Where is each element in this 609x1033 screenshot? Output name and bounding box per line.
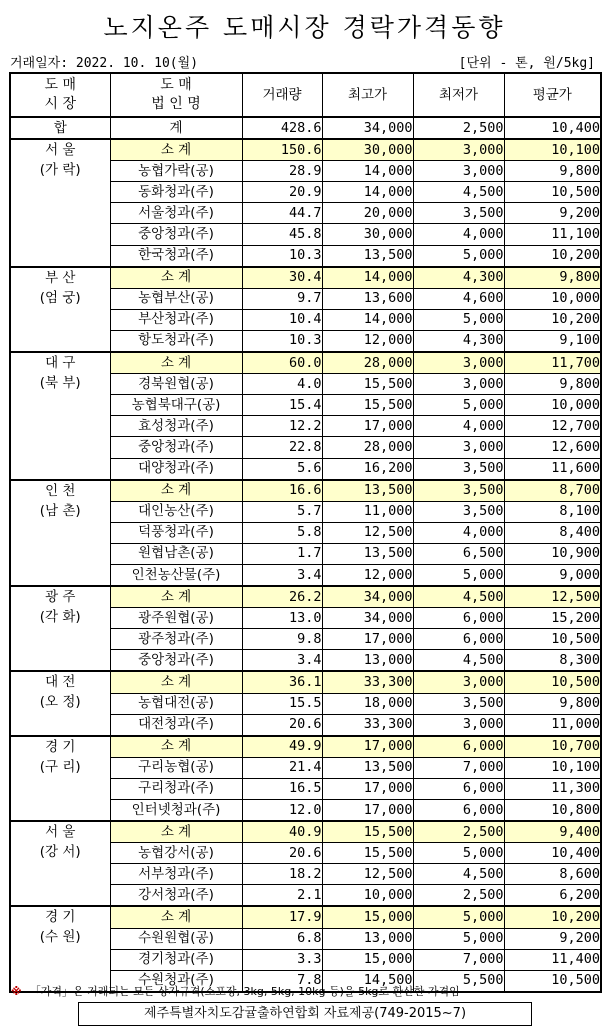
avg-price-cell: 9,100	[504, 330, 601, 352]
market-city: 대 구	[45, 355, 76, 372]
avg-price-cell: 9,200	[504, 203, 601, 224]
corp-name: 대전청과(주)	[110, 714, 242, 736]
market-city: 대 전	[45, 674, 76, 691]
min-price-cell: 2,500	[413, 885, 504, 907]
min-price-cell: 5,000	[413, 906, 504, 928]
market-district: (구 리)	[39, 758, 81, 775]
market-district: (각 화)	[39, 609, 81, 626]
avg-price-cell: 8,300	[504, 650, 601, 672]
max-price-cell: 12,500	[322, 864, 413, 885]
max-price-cell: 12,000	[322, 330, 413, 352]
volume-cell: 20.6	[242, 714, 322, 736]
max-price-cell: 16,200	[322, 458, 413, 480]
header-volume: 거래량	[242, 73, 322, 117]
min-price-cell: 3,500	[413, 480, 504, 502]
max-price-cell: 33,300	[322, 671, 413, 693]
avg-price-cell: 10,000	[504, 288, 601, 309]
avg-price-cell: 9,200	[504, 928, 601, 949]
volume-cell: 3.3	[242, 949, 322, 970]
corp-name: 소 계	[110, 267, 242, 289]
min-price-cell: 7,000	[413, 949, 504, 970]
total-min: 2,500	[413, 117, 504, 139]
avg-price-cell: 10,500	[504, 182, 601, 203]
volume-cell: 6.8	[242, 928, 322, 949]
subtotal-row	[10, 586, 601, 608]
volume-cell: 10.4	[242, 309, 322, 330]
min-price-cell: 3,000	[413, 437, 504, 458]
max-price-cell: 30,000	[322, 224, 413, 245]
avg-price-cell: 12,500	[504, 586, 601, 608]
max-price-cell: 11,000	[322, 501, 413, 522]
market-name	[10, 586, 110, 671]
avg-price-cell: 12,600	[504, 437, 601, 458]
min-price-cell: 4,300	[413, 267, 504, 289]
corp-name: 중앙청과(주)	[110, 650, 242, 672]
volume-cell: 12.0	[242, 800, 322, 822]
avg-price-cell: 9,000	[504, 564, 601, 586]
subtotal-row	[10, 480, 601, 502]
min-price-cell: 3,000	[413, 352, 504, 374]
corp-name: 한국청과(주)	[110, 245, 242, 267]
page-title: 노지온주 도매시장 경락가격동향	[103, 13, 506, 42]
market-district: (엄 궁)	[39, 289, 81, 306]
corp-name: 원협남촌(공)	[110, 543, 242, 564]
volume-cell: 15.4	[242, 395, 322, 416]
avg-price-cell: 9,800	[504, 267, 601, 289]
min-price-cell: 5,000	[413, 843, 504, 864]
min-price-cell: 4,500	[413, 650, 504, 672]
max-price-cell: 13,500	[322, 757, 413, 778]
min-price-cell: 5,000	[413, 564, 504, 586]
max-price-cell: 12,000	[322, 564, 413, 586]
max-price-cell: 30,000	[322, 139, 413, 161]
corp-name: 부산청과(주)	[110, 309, 242, 330]
volume-cell: 16.6	[242, 480, 322, 502]
corp-name: 농협부산(공)	[110, 288, 242, 309]
corp-name: 동화청과(주)	[110, 182, 242, 203]
volume-cell: 9.8	[242, 629, 322, 650]
volume-cell: 44.7	[242, 203, 322, 224]
corp-name: 대인농산(주)	[110, 501, 242, 522]
corp-name: 소 계	[110, 671, 242, 693]
trade-date: 거래일자: 2022. 10. 10(월)	[10, 56, 199, 71]
min-price-cell: 5,000	[413, 245, 504, 267]
avg-price-cell: 10,700	[504, 736, 601, 758]
avg-price-cell: 8,100	[504, 501, 601, 522]
max-price-cell: 15,500	[322, 843, 413, 864]
min-price-cell: 5,000	[413, 928, 504, 949]
price-table	[9, 72, 602, 993]
avg-price-cell: 9,800	[504, 374, 601, 395]
footnote	[11, 983, 460, 999]
total-max: 34,000	[322, 117, 413, 139]
corp-name: 항도청과(주)	[110, 330, 242, 352]
market-district: (북 부)	[39, 375, 81, 392]
max-price-cell: 15,500	[322, 374, 413, 395]
volume-cell: 20.6	[242, 843, 322, 864]
subtotal-row	[10, 671, 601, 693]
max-price-cell: 14,000	[322, 161, 413, 182]
header-market: 도 매 시 장	[10, 73, 110, 117]
total-volume: 428.6	[242, 117, 322, 139]
corp-name: 인천농산물(주)	[110, 564, 242, 586]
corp-name: 광주청과(주)	[110, 629, 242, 650]
volume-cell: 2.1	[242, 885, 322, 907]
volume-cell: 5.7	[242, 501, 322, 522]
min-price-cell: 6,000	[413, 736, 504, 758]
avg-price-cell: 10,500	[504, 629, 601, 650]
avg-price-cell: 11,100	[504, 224, 601, 245]
max-price-cell: 15,000	[322, 949, 413, 970]
min-price-cell: 4,000	[413, 416, 504, 437]
avg-price-cell: 9,800	[504, 693, 601, 714]
max-price-cell: 14,000	[322, 182, 413, 203]
max-price-cell: 17,000	[322, 778, 413, 799]
subtotal-row	[10, 906, 601, 928]
avg-price-cell: 8,400	[504, 522, 601, 543]
market-city: 인 천	[45, 482, 76, 499]
corp-name: 농협북대구(공)	[110, 395, 242, 416]
avg-price-cell: 9,400	[504, 821, 601, 843]
avg-price-cell: 11,400	[504, 949, 601, 970]
min-price-cell: 6,000	[413, 629, 504, 650]
corp-name: 구리청과(주)	[110, 778, 242, 799]
avg-price-cell: 10,500	[504, 970, 601, 992]
corp-name: 소 계	[110, 480, 242, 502]
volume-cell: 18.2	[242, 864, 322, 885]
avg-price-cell: 10,900	[504, 543, 601, 564]
avg-price-cell: 15,200	[504, 608, 601, 629]
min-price-cell: 7,000	[413, 757, 504, 778]
volume-cell: 1.7	[242, 543, 322, 564]
header-corp: 도 매 법 인 명	[110, 73, 242, 117]
min-price-cell: 4,000	[413, 522, 504, 543]
market-district: (가 락)	[39, 162, 81, 179]
volume-cell: 10.3	[242, 245, 322, 267]
avg-price-cell: 11,300	[504, 778, 601, 799]
volume-cell: 17.9	[242, 906, 322, 928]
max-price-cell: 28,000	[322, 352, 413, 374]
corp-name: 구리농협(공)	[110, 757, 242, 778]
min-price-cell: 3,000	[413, 714, 504, 736]
corp-name: 광주원협(공)	[110, 608, 242, 629]
min-price-cell: 6,000	[413, 778, 504, 799]
market-district: (강 서)	[39, 844, 81, 861]
min-price-cell: 6,000	[413, 608, 504, 629]
market-name	[10, 480, 110, 586]
market-name	[10, 821, 110, 906]
max-price-cell: 18,000	[322, 693, 413, 714]
source-box: 제주특별자치도감귤출하연합회 자료제공(749-2015~7)	[78, 1002, 532, 1026]
min-price-cell: 4,500	[413, 586, 504, 608]
subtotal-row	[10, 139, 601, 161]
min-price-cell: 3,500	[413, 203, 504, 224]
corp-name: 인터넷청과(주)	[110, 800, 242, 822]
market-city: 부 산	[45, 269, 76, 286]
corp-name: 소 계	[110, 736, 242, 758]
corp-name: 농협가락(공)	[110, 161, 242, 182]
market-city: 서 울	[45, 824, 76, 841]
min-price-cell: 5,000	[413, 395, 504, 416]
corp-name: 덕풍청과(주)	[110, 522, 242, 543]
volume-cell: 3.4	[242, 650, 322, 672]
market-district: (수 원)	[39, 929, 81, 946]
volume-cell: 22.8	[242, 437, 322, 458]
min-price-cell: 4,000	[413, 224, 504, 245]
min-price-cell: 5,000	[413, 309, 504, 330]
max-price-cell: 13,000	[322, 650, 413, 672]
volume-cell: 60.0	[242, 352, 322, 374]
corp-name: 소 계	[110, 821, 242, 843]
total-label-2: 계	[110, 117, 242, 139]
market-name	[10, 736, 110, 821]
volume-cell: 5.6	[242, 458, 322, 480]
volume-cell: 21.4	[242, 757, 322, 778]
volume-cell: 10.3	[242, 330, 322, 352]
avg-price-cell: 10,200	[504, 906, 601, 928]
max-price-cell: 13,600	[322, 288, 413, 309]
corp-name: 서부청과(주)	[110, 864, 242, 885]
volume-cell: 12.2	[242, 416, 322, 437]
max-price-cell: 13,500	[322, 480, 413, 502]
corp-name: 수원원협(공)	[110, 928, 242, 949]
min-price-cell: 3,500	[413, 693, 504, 714]
max-price-cell: 13,500	[322, 245, 413, 267]
volume-cell: 15.5	[242, 693, 322, 714]
volume-cell: 28.9	[242, 161, 322, 182]
max-price-cell: 15,500	[322, 821, 413, 843]
avg-price-cell: 6,200	[504, 885, 601, 907]
market-district: (남 촌)	[39, 502, 81, 519]
market-city: 경 기	[45, 738, 76, 755]
avg-price-cell: 10,000	[504, 395, 601, 416]
volume-cell: 20.9	[242, 182, 322, 203]
max-price-cell: 14,000	[322, 309, 413, 330]
avg-price-cell: 12,700	[504, 416, 601, 437]
min-price-cell: 3,500	[413, 501, 504, 522]
note-text: 「가격」은 거래되는 모든 상자규격(소포장, 3kg, 5kg, 10kg 등)을 5kg로 환산한 가격임	[29, 985, 460, 998]
max-price-cell: 13,000	[322, 928, 413, 949]
avg-price-cell: 11,700	[504, 352, 601, 374]
volume-cell: 3.4	[242, 564, 322, 586]
max-price-cell: 15,000	[322, 906, 413, 928]
avg-price-cell: 9,800	[504, 161, 601, 182]
min-price-cell: 4,500	[413, 864, 504, 885]
max-price-cell: 17,000	[322, 736, 413, 758]
corp-name: 경북원협(공)	[110, 374, 242, 395]
corp-name: 경기청과(주)	[110, 949, 242, 970]
subtotal-row	[10, 736, 601, 758]
subtotal-row	[10, 352, 601, 374]
unit-label: [단위 - 톤, 원/5kg]	[458, 56, 595, 71]
corp-name: 효성청과(주)	[110, 416, 242, 437]
subtotal-row	[10, 267, 601, 289]
volume-cell: 49.9	[242, 736, 322, 758]
volume-cell: 26.2	[242, 586, 322, 608]
min-price-cell: 3,500	[413, 458, 504, 480]
avg-price-cell: 10,200	[504, 245, 601, 267]
avg-price-cell: 10,800	[504, 800, 601, 822]
market-city: 경 기	[45, 909, 76, 926]
avg-price-cell: 11,600	[504, 458, 601, 480]
min-price-cell: 3,000	[413, 161, 504, 182]
avg-price-cell: 8,600	[504, 864, 601, 885]
corp-name: 소 계	[110, 906, 242, 928]
corp-name: 대양청과(주)	[110, 458, 242, 480]
volume-cell: 40.9	[242, 821, 322, 843]
min-price-cell: 3,000	[413, 139, 504, 161]
min-price-cell: 5,500	[413, 970, 504, 992]
market-name	[10, 267, 110, 352]
corp-name: 소 계	[110, 586, 242, 608]
corp-name: 강서청과(주)	[110, 885, 242, 907]
total-avg: 10,400	[504, 117, 601, 139]
subtotal-row	[10, 821, 601, 843]
market-name	[10, 671, 110, 735]
corp-name: 소 계	[110, 139, 242, 161]
avg-price-cell: 10,400	[504, 843, 601, 864]
volume-cell: 4.0	[242, 374, 322, 395]
max-price-cell: 14,000	[322, 267, 413, 289]
corp-name: 중앙청과(주)	[110, 437, 242, 458]
volume-cell: 150.6	[242, 139, 322, 161]
min-price-cell: 4,600	[413, 288, 504, 309]
max-price-cell: 12,500	[322, 522, 413, 543]
volume-cell: 13.0	[242, 608, 322, 629]
min-price-cell: 4,500	[413, 182, 504, 203]
max-price-cell: 34,000	[322, 586, 413, 608]
max-price-cell: 15,500	[322, 395, 413, 416]
volume-cell: 9.7	[242, 288, 322, 309]
max-price-cell: 17,000	[322, 800, 413, 822]
avg-price-cell: 10,100	[504, 757, 601, 778]
market-district: (오 정)	[39, 694, 81, 711]
volume-cell: 30.4	[242, 267, 322, 289]
volume-cell: 36.1	[242, 671, 322, 693]
volume-cell: 7.8	[242, 970, 322, 992]
market-name	[10, 139, 110, 267]
max-price-cell: 13,500	[322, 543, 413, 564]
market-name	[10, 352, 110, 480]
corp-name: 중앙청과(주)	[110, 224, 242, 245]
total-label: 합	[10, 117, 110, 139]
market-city: 서 울	[45, 142, 76, 159]
min-price-cell: 2,500	[413, 821, 504, 843]
min-price-cell: 6,500	[413, 543, 504, 564]
total-row	[10, 117, 601, 139]
max-price-cell: 10,000	[322, 885, 413, 907]
volume-cell: 5.8	[242, 522, 322, 543]
header-max: 최고가	[322, 73, 413, 117]
corp-name: 농협대전(공)	[110, 693, 242, 714]
header-avg: 평균가	[504, 73, 601, 117]
corp-name: 수원청과(주)	[110, 970, 242, 992]
corp-name: 소 계	[110, 352, 242, 374]
avg-price-cell: 10,200	[504, 309, 601, 330]
corp-name: 농협강서(공)	[110, 843, 242, 864]
note-mark: ※	[11, 985, 22, 998]
avg-price-cell: 8,700	[504, 480, 601, 502]
header-min: 최저가	[413, 73, 504, 117]
avg-price-cell: 11,000	[504, 714, 601, 736]
header-row	[10, 73, 601, 117]
volume-cell: 45.8	[242, 224, 322, 245]
min-price-cell: 6,000	[413, 800, 504, 822]
max-price-cell: 14,500	[322, 970, 413, 992]
min-price-cell: 3,000	[413, 374, 504, 395]
min-price-cell: 3,000	[413, 671, 504, 693]
max-price-cell: 34,000	[322, 608, 413, 629]
volume-cell: 16.5	[242, 778, 322, 799]
corp-name: 서울청과(주)	[110, 203, 242, 224]
max-price-cell: 17,000	[322, 416, 413, 437]
min-price-cell: 4,300	[413, 330, 504, 352]
max-price-cell: 28,000	[322, 437, 413, 458]
market-city: 광 주	[45, 589, 76, 606]
market-name	[10, 906, 110, 991]
max-price-cell: 17,000	[322, 629, 413, 650]
max-price-cell: 33,300	[322, 714, 413, 736]
avg-price-cell: 10,500	[504, 671, 601, 693]
max-price-cell: 20,000	[322, 203, 413, 224]
avg-price-cell: 10,100	[504, 139, 601, 161]
